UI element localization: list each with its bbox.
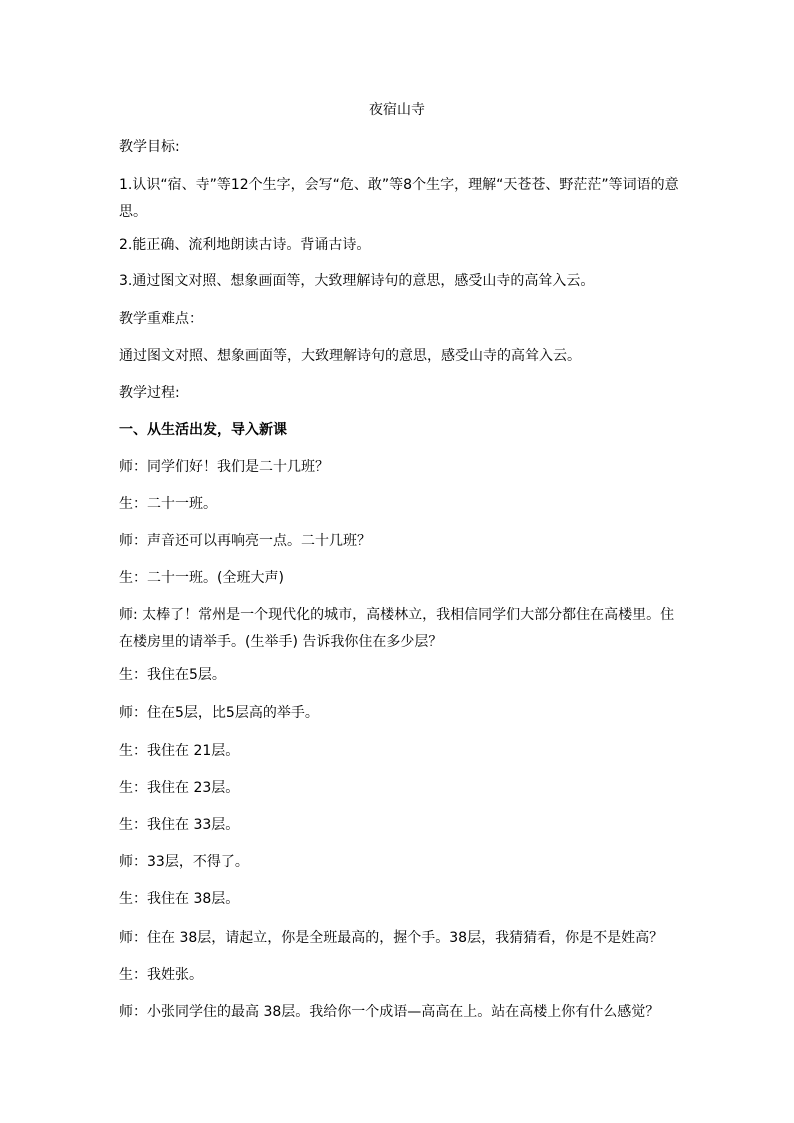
key-points-text: 通过图文对照、想象画面等，大致理解诗句的意思，感受山寺的高耸入云。 [119,348,581,364]
dialogue-line: 生：二十一班。 [119,496,217,512]
dialogue-line: 师：小张同学住的最高 38层。我给你一个成语—高高在上。站在高楼上你有什么感觉？ [119,1004,660,1020]
dialogue-line: 生：我住在 33层。 [119,817,240,833]
dialogue-line: 生：我住在 38层。 [119,891,240,907]
section-heading-objectives: 教学目标: [119,139,180,155]
dialogue-line: 师：声音还可以再响亮一点。二十几班？ [119,533,371,549]
dialogue-line: 生：我姓张。 [119,967,203,983]
section-heading-process: 教学过程: [119,385,180,401]
process-step-heading: 一、从生活出发，导入新课 [119,422,287,438]
dialogue-line: 师: 太棒了！常州是一个现代化的城市，高楼林立，我相信同学们大部分都住在高楼里。住在楼房里的请举手。(生举手) 告诉我你住在多少层？ [119,607,675,650]
document-title: 夜宿山寺 [369,102,425,118]
dialogue-line: 师：33层，不得了。 [119,854,249,870]
dialogue-line: 师：住在5层，比5层高的举手。 [119,705,319,721]
dialogue-line: 生：我住在 21层。 [119,743,240,759]
dialogue-line: 生：我住在 23层。 [119,780,240,796]
dialogue-line: 生：二十一班。(全班大声) [119,570,284,586]
section-heading-key-points: 教学重难点： [119,311,203,327]
objective-item-3: 3.通过图文对照、想象画面等，大致理解诗句的意思，感受山寺的高耸入云。 [119,273,595,289]
dialogue-line: 师：住在 38层，请起立，你是全班最高的，握个手。38层，我猜猜看，你是不是姓高？ [119,930,664,946]
objective-item-1: 1.认识“宿、寺”等12个生字，会写“危、敢”等8个生字，理解“天苍苍、野茫茫”等词语的意思。 [119,177,679,220]
objective-item-2: 2.能正确、流利地朗读古诗。背诵古诗。 [119,237,371,253]
dialogue-line: 师：同学们好！我们是二十几班？ [119,459,329,475]
dialogue-line: 生：我住在5层。 [119,667,226,683]
